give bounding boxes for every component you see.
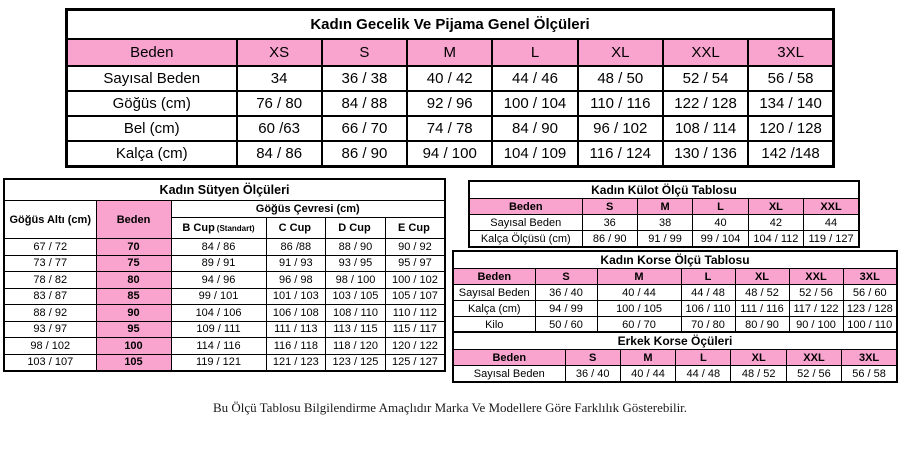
table-cell: 120 / 128 [748, 116, 833, 141]
table-cell: 84 / 86 [171, 239, 266, 256]
panty-size-table [468, 180, 860, 248]
table-cell: 98 / 100 [326, 272, 386, 289]
column-header: Beden [469, 199, 582, 215]
table-cell: Bel (cm) [67, 116, 237, 141]
table-cell: 99 / 101 [171, 288, 266, 305]
header-row [4, 201, 445, 218]
header-row [67, 39, 834, 66]
pajama-size-table [65, 8, 835, 168]
table-body [469, 215, 859, 248]
women-corset-table-title: Kadın Korse Ölçü Tablosu [453, 251, 897, 269]
table-cell: 90 / 100 [789, 317, 843, 334]
table-cell: 36 [582, 215, 637, 231]
column-header: S [322, 39, 407, 66]
table-cell: 85 [96, 288, 171, 305]
table-cell: 96 / 98 [266, 272, 326, 289]
column-header: Beden [453, 269, 535, 285]
table-cell: 122 / 128 [663, 91, 748, 116]
table-cell: 108 / 110 [326, 305, 386, 322]
table-cell: 101 / 103 [266, 288, 326, 305]
table-body [67, 66, 834, 167]
table-cell: 123 / 125 [326, 354, 386, 371]
table-cell: 36 / 38 [322, 66, 407, 91]
table-row [453, 301, 897, 317]
column-header: S [565, 350, 620, 366]
table-cell: 119 / 127 [804, 231, 859, 248]
table-cell: 120 / 122 [385, 338, 445, 355]
table-cell: 93 / 95 [326, 255, 386, 272]
table-cell: 70 / 80 [681, 317, 735, 334]
cup-label: C Cup [278, 222, 312, 234]
column-header: 3XL [843, 269, 897, 285]
table-cell: 56 / 58 [842, 366, 897, 383]
table-row [4, 338, 445, 355]
cup-label: B Cup [182, 222, 215, 234]
table-cell: 89 / 91 [171, 255, 266, 272]
column-header: S [535, 269, 597, 285]
cup-label: D Cup [338, 222, 371, 234]
table-row [4, 354, 445, 371]
column-header: S [582, 199, 637, 215]
table-cell: Kalça Ölçüsü (cm) [469, 231, 582, 248]
table-row [4, 288, 445, 305]
table-cell: 80 / 90 [735, 317, 789, 334]
table-cell: 104 / 112 [748, 231, 803, 248]
column-header: L [681, 269, 735, 285]
table-cell: 113 / 115 [326, 321, 386, 338]
table-cell: 84 / 88 [322, 91, 407, 116]
table-cell: 48 / 50 [578, 66, 663, 91]
table-body [4, 239, 445, 372]
table-cell: 93 / 97 [4, 321, 96, 338]
column-header: L [492, 39, 577, 66]
table-cell: 70 [96, 239, 171, 256]
table-cell: 44 / 46 [492, 66, 577, 91]
table-cell: 52 / 56 [789, 285, 843, 301]
table-body [453, 285, 897, 334]
table-cell: 114 / 116 [171, 338, 266, 355]
table-cell: 36 / 40 [535, 285, 597, 301]
table-cell: 117 / 122 [789, 301, 843, 317]
table-cell: 100 / 110 [843, 317, 897, 334]
column-header: L [676, 350, 731, 366]
table-cell: 88 / 92 [4, 305, 96, 322]
table-row [67, 141, 834, 167]
column-header: XL [735, 269, 789, 285]
table-cell: 111 / 116 [735, 301, 789, 317]
table-cell: 105 [96, 354, 171, 371]
bra-table-title: Kadın Sütyen Ölçüleri [4, 179, 445, 201]
table-cell: 95 / 97 [385, 255, 445, 272]
table-cell: 78 / 82 [4, 272, 96, 289]
table-cell: 123 / 128 [843, 301, 897, 317]
column-header: M [637, 199, 692, 215]
table-cell: Sayısal Beden [453, 366, 565, 383]
column-header: XXL [786, 350, 841, 366]
table-cell: 106 / 108 [266, 305, 326, 322]
table-cell: 52 / 54 [663, 66, 748, 91]
table-cell: 116 / 118 [266, 338, 326, 355]
table-row [4, 255, 445, 272]
table-cell: 44 / 48 [676, 366, 731, 383]
table-cell: 76 / 80 [237, 91, 322, 116]
table-cell: 106 / 110 [681, 301, 735, 317]
column-header: Beden [67, 39, 237, 66]
table-cell: 115 / 117 [385, 321, 445, 338]
table-cell: 142 /148 [748, 141, 833, 167]
table-cell: 116 / 124 [578, 141, 663, 167]
column-header: M [597, 269, 681, 285]
column-header: 3XL [842, 350, 897, 366]
span-header: Göğüs Çevresi (cm) [171, 201, 445, 218]
table-cell: 74 / 78 [407, 116, 492, 141]
column-header: L [693, 199, 748, 215]
table-cell: Sayısal Beden [469, 215, 582, 231]
table-cell: 73 / 77 [4, 255, 96, 272]
table-cell: 67 / 72 [4, 239, 96, 256]
table-cell: 52 / 56 [786, 366, 841, 383]
table-cell: 92 / 96 [407, 91, 492, 116]
column-header: 3XL [748, 39, 833, 66]
table-cell: 40 / 44 [620, 366, 675, 383]
table-body [453, 366, 897, 383]
table-cell: 103 / 107 [4, 354, 96, 371]
table-cell: 118 / 120 [326, 338, 386, 355]
table-cell: 91 / 93 [266, 255, 326, 272]
table-cell: 60 / 70 [597, 317, 681, 334]
table-cell: 109 / 111 [171, 321, 266, 338]
table-cell: 40 / 44 [597, 285, 681, 301]
cup-header [171, 218, 266, 239]
table-cell: 99 / 104 [693, 231, 748, 248]
table-cell: 94 / 99 [535, 301, 597, 317]
cup-header [266, 218, 326, 239]
pajama-table-title: Kadın Gecelik Ve Pijama Genel Ölçüleri [67, 10, 834, 40]
cup-header [326, 218, 386, 239]
table-cell: 40 / 42 [407, 66, 492, 91]
table-cell: 50 / 60 [535, 317, 597, 334]
column-header: M [620, 350, 675, 366]
table-cell: 100 [96, 338, 171, 355]
table-cell: 91 / 99 [637, 231, 692, 248]
table-row [4, 321, 445, 338]
table-cell: 96 / 102 [578, 116, 663, 141]
column-header: XL [731, 350, 786, 366]
table-cell: 94 / 100 [407, 141, 492, 167]
table-cell: 34 [237, 66, 322, 91]
table-cell: 119 / 121 [171, 354, 266, 371]
table-cell: 80 [96, 272, 171, 289]
bra-size-table [3, 178, 446, 372]
column-header: Göğüs Altı (cm) [4, 201, 96, 239]
table-cell: Sayısal Beden [453, 285, 535, 301]
table-cell: 84 / 86 [237, 141, 322, 167]
table-cell: 75 [96, 255, 171, 272]
table-cell: 125 / 127 [385, 354, 445, 371]
header-row [453, 269, 897, 285]
table-title-row [4, 179, 445, 201]
table-cell: 86 / 90 [322, 141, 407, 167]
table-cell: 86 / 90 [582, 231, 637, 248]
table-cell: 38 [637, 215, 692, 231]
table-cell: 110 / 116 [578, 91, 663, 116]
table-row [453, 366, 897, 383]
men-corset-table-title: Erkek Korse Öçüleri [453, 332, 897, 350]
table-cell: Göğüs (cm) [67, 91, 237, 116]
table-cell: 56 / 60 [843, 285, 897, 301]
table-row [67, 66, 834, 91]
table-row [4, 239, 445, 256]
cup-label: E Cup [398, 222, 430, 234]
table-cell: 90 / 92 [385, 239, 445, 256]
table-cell: 44 / 48 [681, 285, 735, 301]
table-row [67, 116, 834, 141]
table-cell: 36 / 40 [565, 366, 620, 383]
table-row [4, 305, 445, 322]
table-cell: 111 / 113 [266, 321, 326, 338]
table-cell: 108 / 114 [663, 116, 748, 141]
table-cell: Kalça (cm) [453, 301, 535, 317]
table-cell: 40 [693, 215, 748, 231]
men-corset-size-table [452, 331, 898, 383]
table-title-row [453, 251, 897, 269]
table-cell: 100 / 104 [492, 91, 577, 116]
header-row [453, 350, 897, 366]
column-header: XXL [804, 199, 859, 215]
table-row [67, 91, 834, 116]
cup-note: (Standart) [216, 224, 255, 233]
cup-header [385, 218, 445, 239]
table-cell: 88 / 90 [326, 239, 386, 256]
table-cell: 60 /63 [237, 116, 322, 141]
panty-table-title: Kadın Külot Ölçü Tablosu [469, 181, 859, 199]
table-cell: 48 / 52 [735, 285, 789, 301]
table-cell: Kalça (cm) [67, 141, 237, 167]
table-cell: 48 / 52 [731, 366, 786, 383]
table-cell: Sayısal Beden [67, 66, 237, 91]
table-cell: 100 / 102 [385, 272, 445, 289]
table-row [4, 272, 445, 289]
table-row [453, 285, 897, 301]
table-cell: 110 / 112 [385, 305, 445, 322]
column-header: Beden [96, 201, 171, 239]
table-cell: 84 / 90 [492, 116, 577, 141]
table-cell: 94 / 96 [171, 272, 266, 289]
table-row [469, 215, 859, 231]
footnote-text: Bu Ölçü Tablosu Bilgilendirme Amaçlıdır Marka Ve Modellere Göre Farklılık Gösterebilir. [212, 400, 688, 415]
table-cell: 121 / 123 [266, 354, 326, 371]
column-header: XL [748, 199, 803, 215]
table-cell: 44 [804, 215, 859, 231]
table-cell: 103 / 105 [326, 288, 386, 305]
table-cell: 104 / 109 [492, 141, 577, 167]
table-cell: 105 / 107 [385, 288, 445, 305]
table-row [469, 231, 859, 248]
table-title-row [469, 181, 859, 199]
table-cell: 134 / 140 [748, 91, 833, 116]
table-cell: 104 / 106 [171, 305, 266, 322]
header-row [469, 199, 859, 215]
column-header: XXL [789, 269, 843, 285]
table-title-row [67, 10, 834, 40]
table-cell: 95 [96, 321, 171, 338]
table-cell: 100 / 105 [597, 301, 681, 317]
table-cell: 98 / 102 [4, 338, 96, 355]
column-header: M [407, 39, 492, 66]
table-cell: 56 / 58 [748, 66, 833, 91]
women-corset-size-table [452, 250, 898, 334]
table-cell: Kilo [453, 317, 535, 334]
column-header: XS [237, 39, 322, 66]
column-header: XXL [663, 39, 748, 66]
table-cell: 66 / 70 [322, 116, 407, 141]
table-title-row [453, 332, 897, 350]
table-cell: 130 / 136 [663, 141, 748, 167]
table-cell: 90 [96, 305, 171, 322]
table-cell: 83 / 87 [4, 288, 96, 305]
column-header: Beden [453, 350, 565, 366]
table-cell: 86 /88 [266, 239, 326, 256]
table-cell: 42 [748, 215, 803, 231]
column-header: XL [578, 39, 663, 66]
